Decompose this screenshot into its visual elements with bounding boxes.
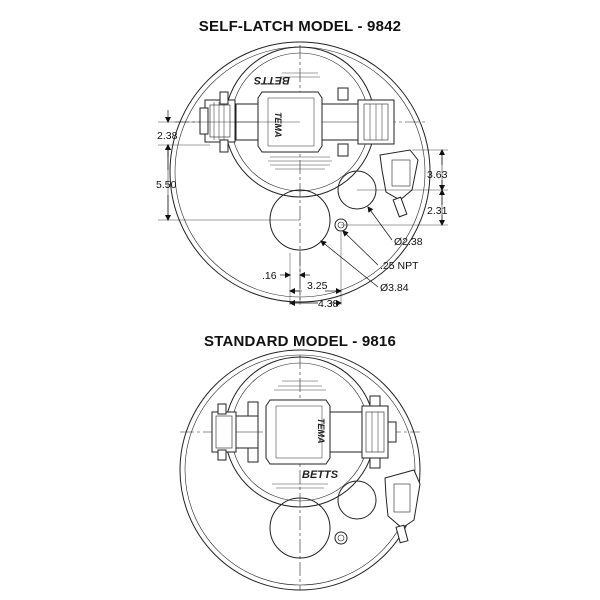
dim-npt: .25 NPT: [380, 260, 419, 272]
dim-3-63: 3.63: [427, 169, 448, 181]
dim-2-38: 2.38: [157, 130, 178, 142]
brand-label-bottom: BETTS: [302, 469, 339, 481]
dim-5-50: 5.50: [156, 179, 177, 191]
standard-model-drawing: [180, 350, 420, 590]
brand-label-top: BETTS: [253, 74, 290, 86]
dim-2-31: 2.31: [427, 205, 448, 217]
logo-label-bottom: TEMA: [316, 418, 326, 444]
dim-4-38: 4.38: [318, 298, 339, 310]
dim-0-16: .16: [262, 270, 277, 282]
opening-small-standard: [338, 481, 376, 519]
logo-label-top: TEMA: [273, 112, 283, 138]
npt-port-standard: [335, 532, 347, 544]
dim-diameter-3-84: Ø3.84: [380, 282, 409, 294]
self-latch-title: SELF-LATCH MODEL - 9842: [198, 18, 402, 35]
dim-3-25: 3.25: [307, 280, 328, 292]
standard-model-title: STANDARD MODEL - 9816: [203, 333, 396, 350]
dim-diameter-2-38: Ø2.38: [394, 236, 423, 248]
